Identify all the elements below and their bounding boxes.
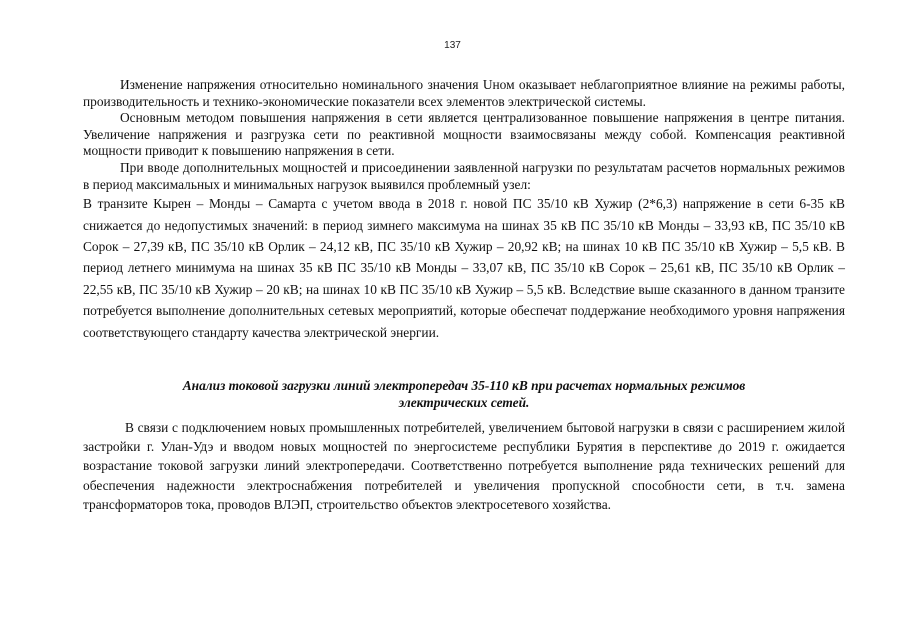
paragraph-voltage-method: Основным методом повышения напряжения в сети является централизованное повышение напряжения в центре питания. Увеличение напряжения и разгрузка сети по реактивной мощности взаимосвязаны между собой. Компенсация реактивной мощности приводит к повышению напряжения в сети. bbox=[83, 110, 845, 159]
paragraph-load-growth: В связи с подключением новых промышленных потребителей, увеличением бытовой нагрузки в связи с расширением жилой застройки г. Улан-Удэ и вводом новых мощностей по энергосистеме республики Бурятия в перспективе до 2019 г. ожидается возрастание токовой загрузки линий электропередачи. Соответственно потребуется выполнение ряда технических решений для обеспечения надежности электроснабжения потребителей и увеличения пропускной способности сети, в т.ч. замена трансформаторов тока, проводов ВЛЭП, строительство объектов электросетевого хозяйства. bbox=[83, 420, 845, 512]
section-heading-line-1: Анализ токовой загрузки линий электропередач 35-110 кВ при расчетах нормальных режимов bbox=[182, 378, 746, 393]
page-number: 137 bbox=[444, 40, 461, 51]
section-text-block bbox=[83, 418, 845, 514]
section-heading bbox=[83, 377, 845, 411]
paragraph-transit-analysis: В транзите Кырен – Монды – Самарта с учетом ввода в 2018 г. новой ПС 35/10 кВ Хужир (2*6,3) напряжение в сети 6-35 кВ снижается до недопустимых значений: в период зимнего максимума на шинах 35 кВ ПС 35/10 кВ Монды – 33,93 кВ, ПС 35/10 кВ Сорок – 27,39 кВ, ПС 35/10 кВ Орлик – 24,12 кВ, ПС 35/10 кВ Хужир – 20,92 кВ; на шинах 10 кВ ПС 35/10 кВ Хужир – 5,5 кВ. В период летнего минимума на шинах 35 кВ ПС 35/10 кВ Монды – 33,07 кВ, ПС 35/10 кВ Сорок – 25,61 кВ, ПС 35/10 кВ Орлик – 22,55 кВ, ПС 35/10 кВ Хужир – 20 кВ; на шинах 10 кВ ПС 35/10 кВ Хужир – 5,5 кВ. Вследствие выше сказанного в данном транзите потребуется выполнение дополнительных сетевых мероприятий, которые обеспечат поддержание необходимого уровня напряжения соответствующего стандарту качества электрической энергии. bbox=[83, 196, 845, 340]
paragraph-voltage-change: Изменение напряжения относительно номинального значения Uном оказывает неблагоприятное влияние на режимы работы, производительность и технико-экономические показатели всех элементов электрической системы. bbox=[83, 77, 845, 109]
paragraph-problem-node: При вводе дополнительных мощностей и присоединении заявленной нагрузки по результатам расчетов нормальных режимов в период максимальных и минимальных нагрузок выявился проблемный узел: bbox=[83, 159, 845, 192]
intro-text-block bbox=[83, 77, 845, 343]
section-heading-line-2: электрических сетей. bbox=[398, 395, 530, 410]
